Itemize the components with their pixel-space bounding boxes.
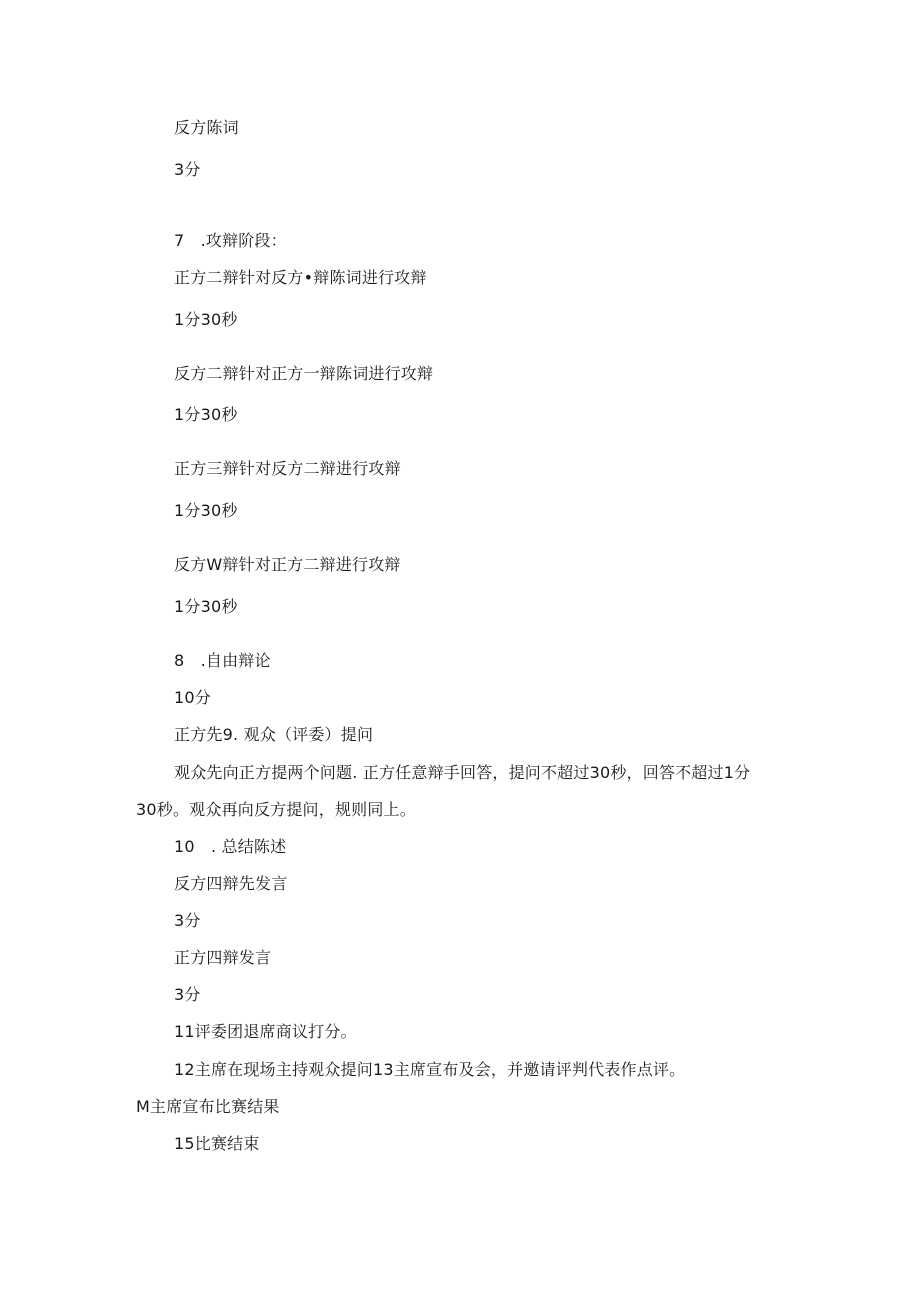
text-line: 3分 (174, 160, 201, 179)
text-line: 反方二辩针对正方一辩陈词进行攻辩 (174, 364, 434, 383)
text-line: 10分 (174, 688, 211, 707)
text-line: 反方陈词 (174, 118, 239, 137)
section-heading: 8 .自由辩论 (174, 651, 271, 670)
text-line: 3分 (174, 911, 201, 930)
section-heading: 7 .攻辩阶段： (174, 231, 287, 250)
text-line: M主席宣布比赛结果 (136, 1097, 280, 1116)
text-line: 1分30秒 (174, 597, 238, 616)
section-heading: 10 . 总结陈述 (174, 837, 287, 856)
text-line: 反方W辩针对正方二辩进行攻辩 (174, 555, 401, 574)
text-line: 正方先9. 观众（评委）提问 (174, 725, 374, 744)
text-line: 11评委团退席商议打分。 (174, 1022, 357, 1041)
text-line: 正方三辩针对反方二辩进行攻辩 (174, 459, 401, 478)
text-line: 1分30秒 (174, 310, 238, 329)
text-line: 12主席在现场主持观众提问13主席宣布及会，并邀请评判代表作点评。 (174, 1060, 686, 1079)
text-line: 1分30秒 (174, 405, 238, 424)
text-line: 正方四辩发言 (174, 948, 272, 967)
text-line: 1分30秒 (174, 501, 238, 520)
paragraph-line: 30秒。观众再向反方提问，规则同上。 (136, 800, 416, 819)
text-line: 3分 (174, 985, 201, 1004)
text-line: 15比赛结束 (174, 1134, 260, 1153)
paragraph-line: 观众先向正方提两个问题. 正方任意辩手回答，提问不超过30秒，回答不超过1分 (174, 763, 751, 782)
text-line: 反方四辩先发言 (174, 874, 288, 893)
text-line: 正方二辩针对反方•辩陈词进行攻辩 (174, 268, 427, 287)
